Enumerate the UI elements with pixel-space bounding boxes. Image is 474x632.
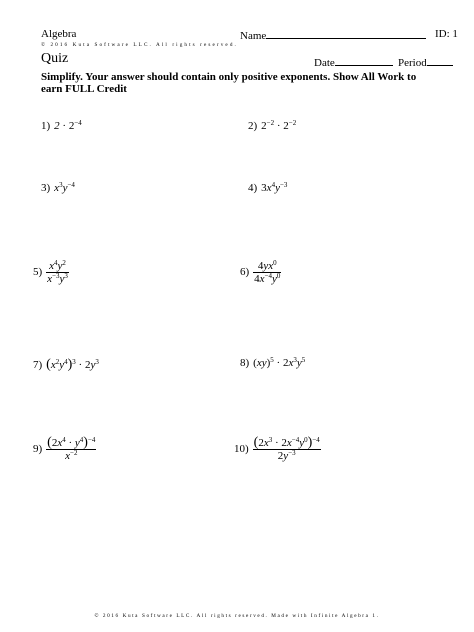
problem-expression: $2^{-2} \cdot 2^{-2}$ (261, 119, 297, 132)
problem-expression: $\frac{(2x^3 \cdot 2x^{-4}y^0)^{-4}}{2y^{-3}}$ (253, 435, 320, 462)
problem-expression: $\frac{4yx^0}{4x^{-4}y^0}$ (254, 259, 281, 285)
name-field (240, 28, 426, 42)
problem-2 (248, 120, 296, 132)
problem-expression: $\frac{(2x^4 \cdot y^4)^{-4}}{x^{-2}}$ (47, 435, 96, 462)
problem-expression: $x^3y^{-4}$ (54, 181, 75, 194)
problem-4 (248, 182, 287, 194)
date-label: Date (314, 57, 335, 69)
problem-expression: $3x^4y^{-3}$ (261, 181, 288, 194)
instructions: Simplify. Your answer should contain only positive exponents. Show All Work to earn FULL Credit (41, 71, 417, 95)
period-field (398, 55, 453, 69)
problem-number: 3) (41, 182, 51, 194)
problem-5 (33, 260, 69, 285)
header-copyright: © 2016 Kuta Software LLC. All rights reserved. (41, 42, 238, 48)
problem-number: 1) (41, 120, 51, 132)
date-field (314, 55, 393, 69)
problem-number: 4) (248, 182, 258, 194)
problem-number: 6) (240, 266, 250, 279)
problem-number: 10) (234, 443, 249, 456)
problem-9 (33, 437, 96, 462)
problem-expression: $2 \cdot 2^{-4}$ (54, 119, 82, 132)
problem-expression: $(x^2y^4)^3 \cdot 2y^3$ (46, 357, 99, 372)
problem-number: 5) (33, 266, 43, 279)
course-label: Algebra (41, 28, 77, 40)
page-footer: © 2016 Kuta Software LLC. All rights reserved. Made with Infinite Algebra 1. (94, 613, 380, 619)
problem-6 (240, 260, 281, 285)
date-blank-line (335, 55, 393, 66)
problem-8 (240, 357, 305, 369)
period-blank-line (427, 55, 453, 66)
problem-7 (33, 357, 99, 373)
problem-number: 9) (33, 443, 43, 456)
problem-number: 8) (240, 357, 250, 369)
worksheet-id: ID: 1 (435, 28, 458, 40)
problem-expression: $\frac{x^4y^2}{x^{-3}y^3}$ (47, 259, 68, 285)
problem-expression: $(xy)^5 \cdot 2x^3y^5$ (253, 356, 306, 369)
name-blank-line (266, 28, 426, 39)
problem-number: 2) (248, 120, 258, 132)
name-label: Name (240, 30, 267, 42)
problem-3 (41, 182, 75, 194)
problem-number: 7) (33, 359, 43, 371)
problem-10 (234, 437, 321, 462)
problem-1 (41, 120, 82, 132)
page-title: Quiz (41, 51, 69, 66)
period-label: Period (398, 57, 427, 69)
